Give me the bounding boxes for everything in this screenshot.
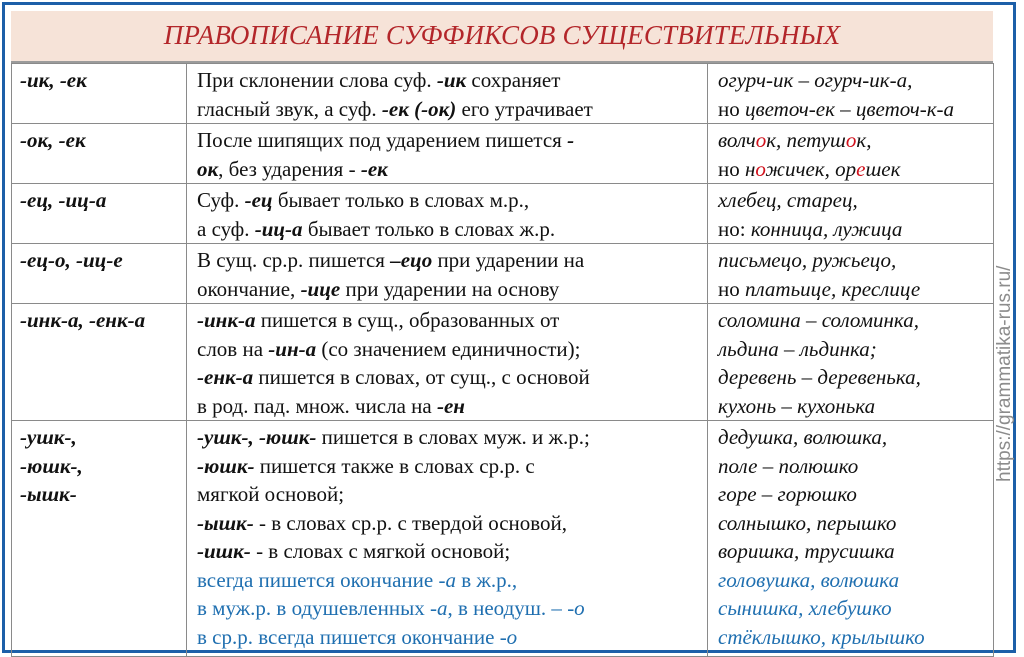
text-segment: При склонении слова суф.	[197, 68, 437, 92]
examples-cell-line	[718, 480, 987, 509]
rule-cell-line	[197, 95, 701, 124]
text-segment: волч	[718, 128, 756, 152]
rule-cell-line	[197, 66, 701, 95]
text-segment: (со значением единичности);	[316, 336, 581, 361]
suffix-label: -юшк-,	[20, 453, 83, 478]
table-row	[12, 64, 994, 124]
suffix-cell	[12, 304, 187, 421]
examples-cell-line	[718, 215, 987, 244]
suffix-label: -ышк-	[20, 482, 77, 506]
examples-cell-line	[718, 126, 987, 155]
watermark-text: https://grammatika-rus.ru/	[994, 265, 1015, 482]
text-segment: головушка, волюшка	[718, 567, 900, 592]
text-segment: в ср.р. всегда пишется окончание	[197, 624, 500, 649]
text-segment: о	[755, 156, 766, 181]
text-segment: жичек, ор	[765, 156, 857, 181]
examples-cell	[708, 304, 994, 421]
text-segment: к,	[856, 128, 872, 152]
examples-cell-line	[718, 509, 987, 538]
examples-cell	[708, 64, 994, 124]
text-segment: сохраняет	[466, 68, 561, 92]
text-segment: -инк-а	[197, 308, 256, 332]
text-segment: пишется в словах муж. и ж.р.;	[316, 425, 590, 449]
rule-cell	[187, 124, 708, 184]
table-row	[12, 304, 994, 421]
text-segment: бывает только в словах ж.р.	[302, 216, 556, 241]
rule-cell-line	[197, 480, 701, 509]
suffix-cell	[12, 64, 187, 124]
examples-cell	[708, 124, 994, 184]
text-segment: пишется в словах, от сущ., с основой	[253, 365, 590, 389]
text-segment: -ушк-, -юшк-	[197, 425, 317, 449]
examples-cell-line	[718, 246, 987, 275]
suffix-label: -ок, -ек	[20, 128, 86, 152]
text-segment: –ецо	[390, 248, 433, 272]
text-segment: -ек (-ок)	[381, 96, 457, 121]
examples-cell-line	[718, 537, 987, 566]
examples-cell-line	[718, 623, 987, 652]
text-segment: мягкой основой;	[197, 482, 345, 506]
watermark	[992, 220, 1016, 480]
text-segment: воришка, трусишка	[718, 539, 895, 563]
text-segment: Суф.	[197, 188, 245, 212]
text-segment: -ин-а	[268, 336, 317, 361]
rule-cell-line	[197, 275, 701, 304]
text-segment: гласный звук, а суф.	[197, 96, 382, 121]
text-segment: при ударении на основу	[340, 276, 560, 301]
text-segment: -о	[567, 596, 585, 620]
text-segment: но	[718, 156, 745, 181]
text-segment: цветоч-ек – цветоч-к-а	[745, 96, 955, 121]
rule-cell	[187, 304, 708, 421]
text-segment: шек	[865, 156, 901, 181]
text-segment: конница, лужица	[750, 216, 903, 241]
text-segment: -ик	[436, 68, 467, 92]
text-segment: -юшк-	[197, 453, 255, 478]
rule-cell-line	[197, 623, 701, 652]
text-segment: сынишка, хлебушко	[718, 596, 892, 620]
text-segment: пишется также в словах ср.р. с	[254, 453, 535, 478]
text-segment: в муж.р. в одушевленных	[197, 596, 430, 620]
rule-cell-line	[197, 155, 701, 184]
rule-cell-line	[197, 594, 701, 623]
text-segment: солнышко, перышко	[718, 510, 897, 535]
examples-cell-line	[718, 186, 987, 215]
rule-cell-line	[197, 423, 701, 452]
text-segment: о	[755, 128, 767, 152]
text-segment: огурч-ик – огурч-ик-а,	[718, 68, 913, 92]
examples-cell	[708, 421, 994, 657]
text-segment: слов на	[197, 336, 269, 361]
text-segment: бывает только в словах м.р.,	[272, 188, 530, 212]
text-segment: а суф.	[197, 216, 255, 241]
text-segment: -ен	[436, 393, 465, 418]
suffix-label: -ушк-,	[20, 425, 77, 449]
text-segment: , без ударения -	[218, 156, 361, 181]
suffix-table	[11, 63, 994, 657]
rule-cell-line	[197, 537, 701, 566]
text-segment: -иц-а	[254, 216, 303, 241]
suffix-label: -ец-о, -иц-е	[20, 248, 123, 272]
text-segment: в ж.р.,	[455, 567, 518, 592]
text-segment: пишется в сущ., образованных от	[255, 308, 560, 332]
text-segment: дедушка, волюшка,	[718, 425, 888, 449]
text-segment: поле – полюшко	[718, 453, 859, 478]
page-title: ПРАВОПИСАНИЕ СУФФИКСОВ СУЩЕСТВИТЕЛЬНЫХ	[11, 11, 993, 63]
examples-cell-line	[718, 335, 987, 364]
rule-cell-line	[197, 566, 701, 595]
text-segment: - в словах ср.р. с твердой основой,	[253, 510, 568, 535]
examples-cell-line	[718, 423, 987, 452]
table-row	[12, 124, 994, 184]
text-segment: - в словах с мягкой основой;	[250, 539, 511, 563]
text-segment: горе – горюшко	[718, 482, 857, 506]
text-segment: но	[718, 96, 745, 121]
text-segment: В сущ. ср.р. пишется	[197, 248, 391, 272]
table-body	[12, 64, 994, 657]
suffix-cell	[12, 421, 187, 657]
text-segment: соломина – соломинка,	[718, 308, 919, 332]
text-segment: -о	[499, 624, 518, 649]
text-segment: хлебец, старец,	[718, 188, 858, 212]
examples-cell-line	[718, 95, 987, 124]
text-segment: ок	[197, 156, 219, 181]
rule-cell-line	[197, 363, 701, 392]
rule-cell-line	[197, 392, 701, 421]
text-segment: , в неодуш. –	[447, 596, 568, 620]
suffix-cell	[12, 244, 187, 304]
text-segment: После шипящих под ударением пишется	[197, 128, 568, 152]
suffix-label: -ец, -иц-а	[20, 188, 107, 212]
examples-cell	[708, 184, 994, 244]
text-segment: кухонь – кухонька	[718, 393, 876, 418]
examples-cell-line	[718, 66, 987, 95]
text-segment: -а	[429, 596, 448, 620]
table-row	[12, 421, 994, 657]
rule-cell-line	[197, 335, 701, 364]
text-segment: е	[856, 156, 866, 181]
text-segment: -ышк-	[197, 510, 254, 535]
rule-cell-line	[197, 452, 701, 481]
examples-cell-line	[718, 452, 987, 481]
text-segment: его утрачивает	[456, 96, 593, 121]
rule-cell	[187, 244, 708, 304]
text-segment: -енк-а	[197, 365, 254, 389]
examples-cell-line	[718, 155, 987, 184]
text-segment: всегда пишется окончание	[197, 567, 439, 592]
text-segment: письмецо, ружьецо,	[718, 248, 897, 272]
text-segment: но:	[718, 216, 751, 241]
text-segment: деревень – деревенька,	[718, 365, 921, 389]
examples-cell-line	[718, 363, 987, 392]
text-segment: при ударении на	[432, 248, 585, 272]
rule-cell-line	[197, 246, 701, 275]
rule-cell	[187, 64, 708, 124]
rule-cell-line	[197, 509, 701, 538]
suffix-label: -инк-а, -енк-а	[20, 308, 146, 332]
text-segment: о	[845, 128, 857, 152]
text-segment: -ишк-	[197, 539, 251, 563]
examples-cell-line	[718, 566, 987, 595]
text-segment: платьице, креслице	[745, 276, 921, 301]
suffix-cell	[12, 124, 187, 184]
text-segment: но	[718, 276, 745, 301]
table-row	[12, 244, 994, 304]
rule-cell	[187, 421, 708, 657]
text-segment: -ец	[244, 188, 273, 212]
text-segment: -	[567, 128, 575, 152]
text-segment: стёклышко, крылышко	[718, 624, 925, 649]
text-segment: -ек	[360, 156, 388, 181]
suffix-label: -ик, -ек	[20, 68, 87, 92]
rule-cell-line	[197, 306, 701, 335]
examples-cell-line	[718, 594, 987, 623]
rule-cell	[187, 184, 708, 244]
text-segment: льдина – льдинка;	[718, 336, 877, 361]
examples-cell-line	[718, 392, 987, 421]
table-frame	[2, 2, 1016, 653]
text-segment: окончание,	[197, 276, 301, 301]
text-segment: к, петуш	[766, 128, 846, 152]
text-segment: н	[745, 156, 756, 181]
examples-cell	[708, 244, 994, 304]
text-segment: -ице	[300, 276, 341, 301]
examples-cell-line	[718, 306, 987, 335]
rule-cell-line	[197, 186, 701, 215]
table-row	[12, 184, 994, 244]
text-segment: в род. пад. множ. числа на	[197, 393, 437, 418]
rule-cell-line	[197, 215, 701, 244]
examples-cell-line	[718, 275, 987, 304]
text-segment: -а	[438, 567, 456, 592]
rule-cell-line	[197, 126, 701, 155]
suffix-cell	[12, 184, 187, 244]
